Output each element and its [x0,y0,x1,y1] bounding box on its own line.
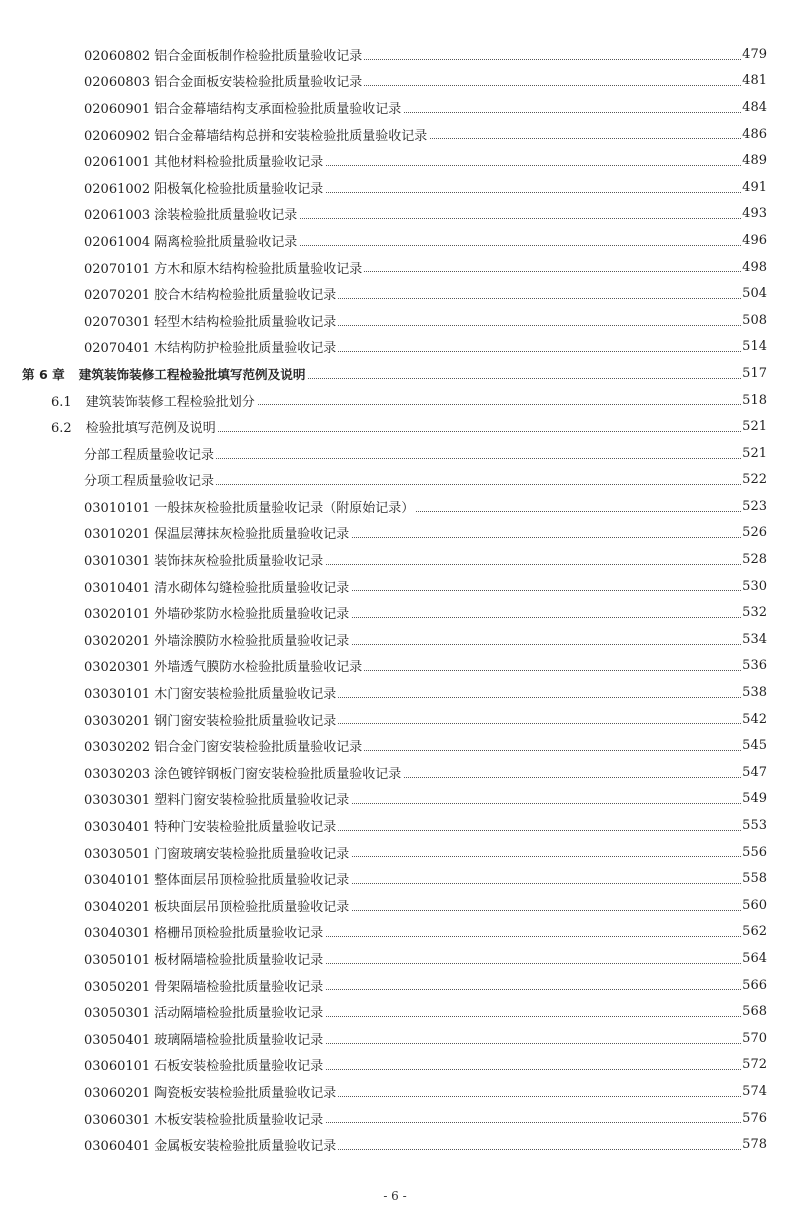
toc-title [84,630,351,649]
toc-title [84,470,216,489]
toc-text: 03060201 陶瓷板安装检验批质量验收记录 [84,1085,337,1101]
toc-page-number: 576 [742,1110,767,1126]
toc-page-number: 521 [742,419,767,435]
toc-title [84,550,325,569]
toc-page-number: 491 [742,179,767,195]
toc-entry[interactable] [0,706,790,733]
toc-page-number: 481 [742,73,767,89]
toc-title [84,337,338,356]
toc-text: 03030301 塑料门窗安装检验批质量验收记录 [84,793,350,809]
toc-title [84,922,325,941]
toc-title [84,1055,325,1074]
toc-page-number: 534 [742,631,767,647]
toc-title [51,391,257,410]
toc-title [84,577,351,596]
toc-title [84,1002,325,1021]
toc-text: 建筑装饰装修工程检验批划分 [85,394,255,410]
toc-title [84,231,299,250]
toc-text: 02060803 铝合金面板安装检验批质量验收记录 [84,75,363,91]
toc-title [84,1135,338,1154]
toc-title [84,896,351,915]
toc-entry[interactable] [0,653,790,680]
toc-chapter[interactable] [0,360,790,387]
toc-title [84,603,351,622]
toc-text: 02061004 隔离检验批质量验收记录 [84,234,298,250]
toc-text: 03020301 外墙透气膜防水检验批质量验收记录 [84,660,363,676]
toc-page-number: 572 [742,1057,767,1073]
toc-title [84,683,338,702]
toc-page-number: 545 [742,738,767,754]
toc-text: 02061002 阳极氧化检验批质量验收记录 [84,181,324,197]
toc-page-number: 521 [742,445,767,461]
toc-text: 03050101 板材隔墙检验批质量验收记录 [84,952,324,968]
toc-page-number: 536 [742,658,767,674]
toc-text: 03020101 外墙砂浆防水检验批质量验收记录 [84,607,350,623]
toc-text: 02070101 方木和原木结构检验批质量验收记录 [84,261,363,277]
toc-text: 03050201 骨架隔墙检验批质量验收记录 [84,979,324,995]
toc-page-number: 542 [742,711,767,727]
toc-text: 03010101 一般抹灰检验批质量验收记录（附原始记录） [84,500,415,516]
toc-text: 02070201 胶合木结构检验批质量验收记录 [84,288,337,304]
toc-title [84,789,351,808]
toc-page-number: 496 [742,232,767,248]
toc-text: 03060301 木板安装检验批质量验收记录 [84,1112,324,1128]
toc-page-number: 562 [742,924,767,940]
toc-text: 03030201 钢门窗安装检验批质量验收记录 [84,713,337,729]
toc-page-number: 523 [742,498,767,514]
toc-page-number: 504 [742,286,767,302]
toc-number: 6.2 [51,421,72,437]
toc-page-number: 493 [742,206,767,222]
toc-title [84,45,364,64]
toc-page-number: 526 [742,525,767,541]
toc-number: 6.1 [51,394,72,410]
toc-entry[interactable] [0,121,790,148]
toc-entry[interactable] [0,68,790,95]
toc-page-number: 578 [742,1137,767,1153]
toc-page-number: 486 [742,126,767,142]
toc-text: 02060901 铝合金幕墙结构支承面检验批质量验收记录 [84,101,402,117]
toc-text: 检验批填写范例及说明 [85,421,216,437]
toc-entry[interactable] [0,732,790,759]
toc-text: 03010401 清水砌体勾缝检验批质量验收记录 [84,580,350,596]
toc-page-number: 558 [742,871,767,887]
toc-entry[interactable] [0,679,790,706]
toc-title [84,843,351,862]
toc-entry[interactable] [0,307,790,334]
toc-entry[interactable] [0,227,790,254]
toc-page-number: 574 [742,1083,767,1099]
toc-entry[interactable] [0,334,790,361]
toc-entry[interactable] [0,972,790,999]
toc-page-number: 517 [742,365,767,381]
table-of-contents [0,41,790,1158]
toc-entry[interactable] [0,786,790,813]
toc-entry[interactable] [0,440,790,467]
toc-title [84,523,351,542]
toc-text: 03060101 石板安装检验批质量验收记录 [84,1059,324,1075]
toc-text: 02060802 铝合金面板制作检验批质量验收记录 [84,48,363,64]
toc-title [84,444,216,463]
toc-text: 03030202 铝合金门窗安装检验批质量验收记录 [84,740,363,756]
toc-entry[interactable] [0,94,790,121]
toc-page-number: 530 [742,578,767,594]
toc-text: 03030501 门窗玻璃安装检验批质量验收记录 [84,846,350,862]
toc-page-number: 532 [742,605,767,621]
toc-text: 03020201 外墙涂膜防水检验批质量验收记录 [84,633,350,649]
toc-entry[interactable] [0,174,790,201]
toc-title [84,98,403,117]
toc-entry[interactable] [0,919,790,946]
toc-title [84,71,364,90]
toc-page-number: 564 [742,950,767,966]
toc-text: 03040301 格栅吊顶检验批质量验收记录 [84,926,324,942]
toc-page-number: 508 [742,312,767,328]
toc-text: 03050401 玻璃隔墙检验批质量验收记录 [84,1032,324,1048]
toc-entry[interactable] [0,201,790,228]
toc-page-number: 484 [742,99,767,115]
toc-entry[interactable] [0,467,790,494]
toc-entry[interactable] [0,493,790,520]
toc-entry[interactable] [0,839,790,866]
toc-entry[interactable] [0,626,790,653]
toc-entry[interactable] [0,546,790,573]
toc-title [84,151,325,170]
toc-title [84,1109,325,1128]
toc-page-number: 489 [742,153,767,169]
toc-text: 02060902 铝合金幕墙结构总拼和安装检验批质量验收记录 [84,128,428,144]
toc-entry[interactable] [0,280,790,307]
toc-page-number: 538 [742,685,767,701]
toc-page-number: 518 [742,392,767,408]
toc-text: 03010301 装饰抹灰检验批质量验收记录 [84,554,324,570]
toc-title [84,497,416,516]
toc-title [84,258,364,277]
toc-page-number: 570 [742,1030,767,1046]
toc-entry[interactable] [0,892,790,919]
toc-text: 分部工程质量验收记录 [84,447,215,463]
toc-section[interactable] [0,413,790,440]
toc-text: 03050301 活动隔墙检验批质量验收记录 [84,1006,324,1022]
page-number: - 6 - [383,1189,407,1203]
toc-title [84,1082,338,1101]
toc-text: 03030101 木门窗安装检验批质量验收记录 [84,687,337,703]
toc-page-number: 547 [742,764,767,780]
toc-entry[interactable] [0,759,790,786]
toc-entry[interactable] [0,573,790,600]
toc-title [51,417,218,436]
toc-entry[interactable] [0,41,790,68]
toc-text: 03030401 特种门安装检验批质量验收记录 [84,820,337,836]
toc-text: 分项工程质量验收记录 [84,474,215,490]
toc-text: 02070301 轻型木结构检验批质量验收记录 [84,314,337,330]
toc-entry[interactable] [0,1025,790,1052]
toc-entry[interactable] [0,812,790,839]
toc-page-number: 560 [742,897,767,913]
toc-entry[interactable] [0,865,790,892]
toc-title [22,364,307,383]
toc-text: 02070401 木结构防护检验批质量验收记录 [84,341,337,357]
toc-page-number: 479 [742,46,767,62]
toc-text: 03040201 板块面层吊顶检验批质量验收记录 [84,899,350,915]
toc-entry[interactable] [0,520,790,547]
toc-title [84,178,325,197]
toc-section[interactable] [0,387,790,414]
toc-entry[interactable] [0,945,790,972]
toc-title [84,710,338,729]
toc-title [84,204,299,223]
toc-text: 03060401 金属板安装检验批质量验收记录 [84,1139,337,1155]
toc-page-number: 549 [742,791,767,807]
toc-text: 03010201 保温层薄抹灰检验批质量验收记录 [84,527,350,543]
toc-title [84,736,364,755]
toc-title [84,656,364,675]
toc-entry[interactable] [0,254,790,281]
toc-page-number: 514 [742,339,767,355]
toc-entry[interactable] [0,1131,790,1158]
toc-page-number: 528 [742,552,767,568]
toc-text: 02061001 其他材料检验批质量验收记录 [84,155,324,171]
toc-page-number: 522 [742,472,767,488]
toc-title [84,949,325,968]
toc-text: 03030203 涂色镀锌钢板门窗安装检验批质量验收记录 [84,766,402,782]
toc-entry[interactable] [0,998,790,1025]
toc-title [84,125,429,144]
toc-page-number: 566 [742,977,767,993]
toc-entry[interactable] [0,1105,790,1132]
toc-page-number: 556 [742,844,767,860]
toc-page-number: 553 [742,818,767,834]
toc-text: 03040101 整体面层吊顶检验批质量验收记录 [84,873,350,889]
toc-text: 建筑装饰装修工程检验批填写范例及说明 [78,366,306,382]
toc-page-number: 498 [742,259,767,275]
toc-title [84,311,338,330]
toc-title [84,976,325,995]
toc-title [84,816,338,835]
toc-title [84,763,403,782]
toc-text: 02061003 涂装检验批质量验收记录 [84,208,298,224]
toc-entry[interactable] [0,147,790,174]
toc-page-number: 568 [742,1004,767,1020]
toc-number: 第 6 章 [22,366,65,382]
toc-title [84,869,351,888]
toc-entry[interactable] [0,1078,790,1105]
toc-title [84,1029,325,1048]
toc-entry[interactable] [0,1052,790,1079]
toc-entry[interactable] [0,599,790,626]
toc-title [84,284,338,303]
